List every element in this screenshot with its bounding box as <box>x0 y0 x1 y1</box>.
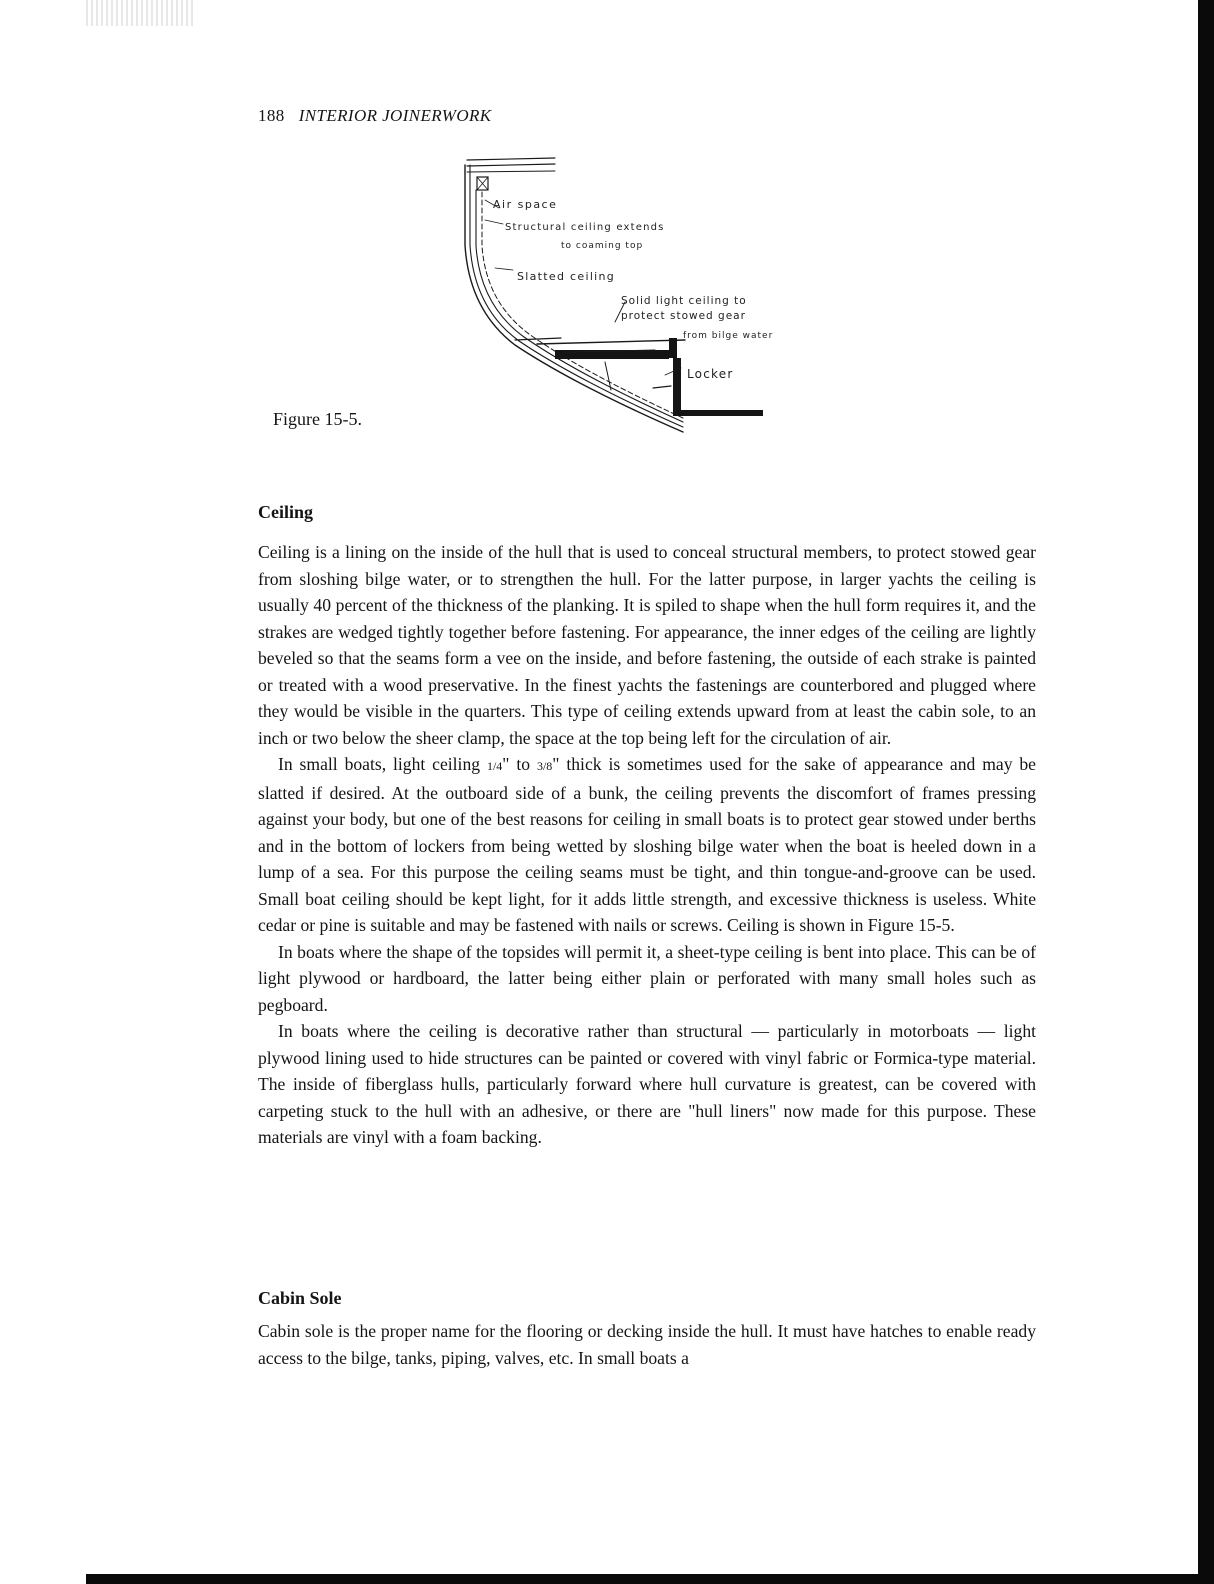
cabin-sole-paragraph-1: Cabin sole is the proper name for the flooring or decking inside the hull. It must have hatches to enable ready access to the bilge, tanks, piping, valves, etc. In small boats a <box>258 1321 1036 1368</box>
leader-line <box>495 268 513 270</box>
page-number: 188 <box>258 106 285 125</box>
paragraph-2-mid: " to <box>502 754 537 774</box>
figure-caption: Figure 15-5. <box>273 409 362 429</box>
scan-bottom-edge <box>86 1574 1214 1584</box>
ceiling-paragraph-2 <box>258 751 1036 939</box>
label-solid-ceiling-3: from bilge water <box>683 331 774 341</box>
running-title: INTERIOR JOINERWORK <box>298 106 492 125</box>
fraction-quarter: 1/4 <box>486 759 503 773</box>
deck-line <box>467 158 555 160</box>
label-structural-ceiling-2: to coaming top <box>561 241 644 251</box>
bunk-front <box>669 338 677 358</box>
hull-section-drawing <box>455 150 775 440</box>
ceiling-paragraph-1: Ceiling is a lining on the inside of the hull that is used to conceal structural members, to protect stowed gear from sloshing bilge water, or to strengthen the hull. For the latter purpose, in larger yachts the ceiling is usually 40 percent of the thickness of the planking. It is spiled to shape when the hull form requires it, and the strakes are wedged tightly together before fastening. For appearance, the inner edges of the ceiling are lightly beveled so that the seams form a vee on the inside, and before fastening, the outside of each strake is painted or treated with a wood preservative. In the finest yachts the fastenings are counterbored and plugged where they would be visible in the quarters. This type of ceiling extends upward from at least the cabin sole, to an inch or two below the sheer clamp, the space at the top being left for the circulation of air. <box>258 542 1036 748</box>
label-solid-ceiling-2: protect stowed gear <box>621 310 746 322</box>
section-heading-ceiling: Ceiling <box>258 502 314 522</box>
paragraph-2-rest: " thick is sometimes used for the sake of appearance and may be slatted if desired. At the outboard side of a bunk, the ceiling prevents the discomfort of frames pressing against your body, but one of the best reasons for ceiling in small boats is to protect gear stowed under berths and in the bottom of lockers from being wetted by sloshing bilge water when the boat is heeled down in a lump of a sea. For this purpose the ceiling seams must be tight, and thin tongue-and-groove can be used. Small boat ceiling should be kept light, for it adds little strength, and excessive thickness is useless. White cedar or pine is suitable and may be fastened with nails or screws. Ceiling is shown in Figure 15-5. <box>258 754 1036 935</box>
ceiling-paragraph-3: In boats where the shape of the topsides will permit it, a sheet-type ceiling is bent into place. This can be of light plywood or hardboard, the latter being either plain or perforated with many small holes such as pegboard. <box>258 941 1036 1015</box>
cabin-sole <box>673 410 763 416</box>
ceiling-body <box>258 539 1036 1151</box>
leader-line <box>485 220 503 224</box>
section-heading-cabin-sole: Cabin Sole <box>258 1288 342 1308</box>
locker-arrow <box>653 386 671 388</box>
label-structural-ceiling-1: Structural ceiling extends <box>505 222 665 233</box>
deck-line <box>467 171 555 172</box>
paragraph-2-start: In small boats, light ceiling <box>278 754 487 774</box>
label-air-space: Air space <box>493 198 558 211</box>
running-head <box>258 106 492 126</box>
cabin-sole-body <box>258 1318 1036 1371</box>
scan-right-edge <box>1198 0 1214 1584</box>
scan-corner-artifact <box>86 0 196 26</box>
locker-front <box>673 358 681 416</box>
label-locker: Locker <box>687 367 734 381</box>
label-slatted-ceiling: Slatted ceiling <box>517 270 616 283</box>
hull-section-figure <box>455 150 775 440</box>
label-solid-ceiling-1: Solid light ceiling to <box>621 295 747 307</box>
berth-top <box>537 340 685 344</box>
deck-line <box>467 164 555 166</box>
fraction-three-eighths: 3/8 <box>536 759 553 773</box>
ceiling-paragraph-4: In boats where the ceiling is decorative rather than structural — particularly in motorboats — light plywood lining used to hide structures can be painted or covered with vinyl fabric or Formica-type material. The inside of fiberglass hulls, particularly forward where hull curvature is greatest, can be covered with carpeting stuck to the hull with an adhesive, or there are "hull liners" now made for this purpose. These materials are vinyl with a foam backing. <box>258 1021 1036 1147</box>
